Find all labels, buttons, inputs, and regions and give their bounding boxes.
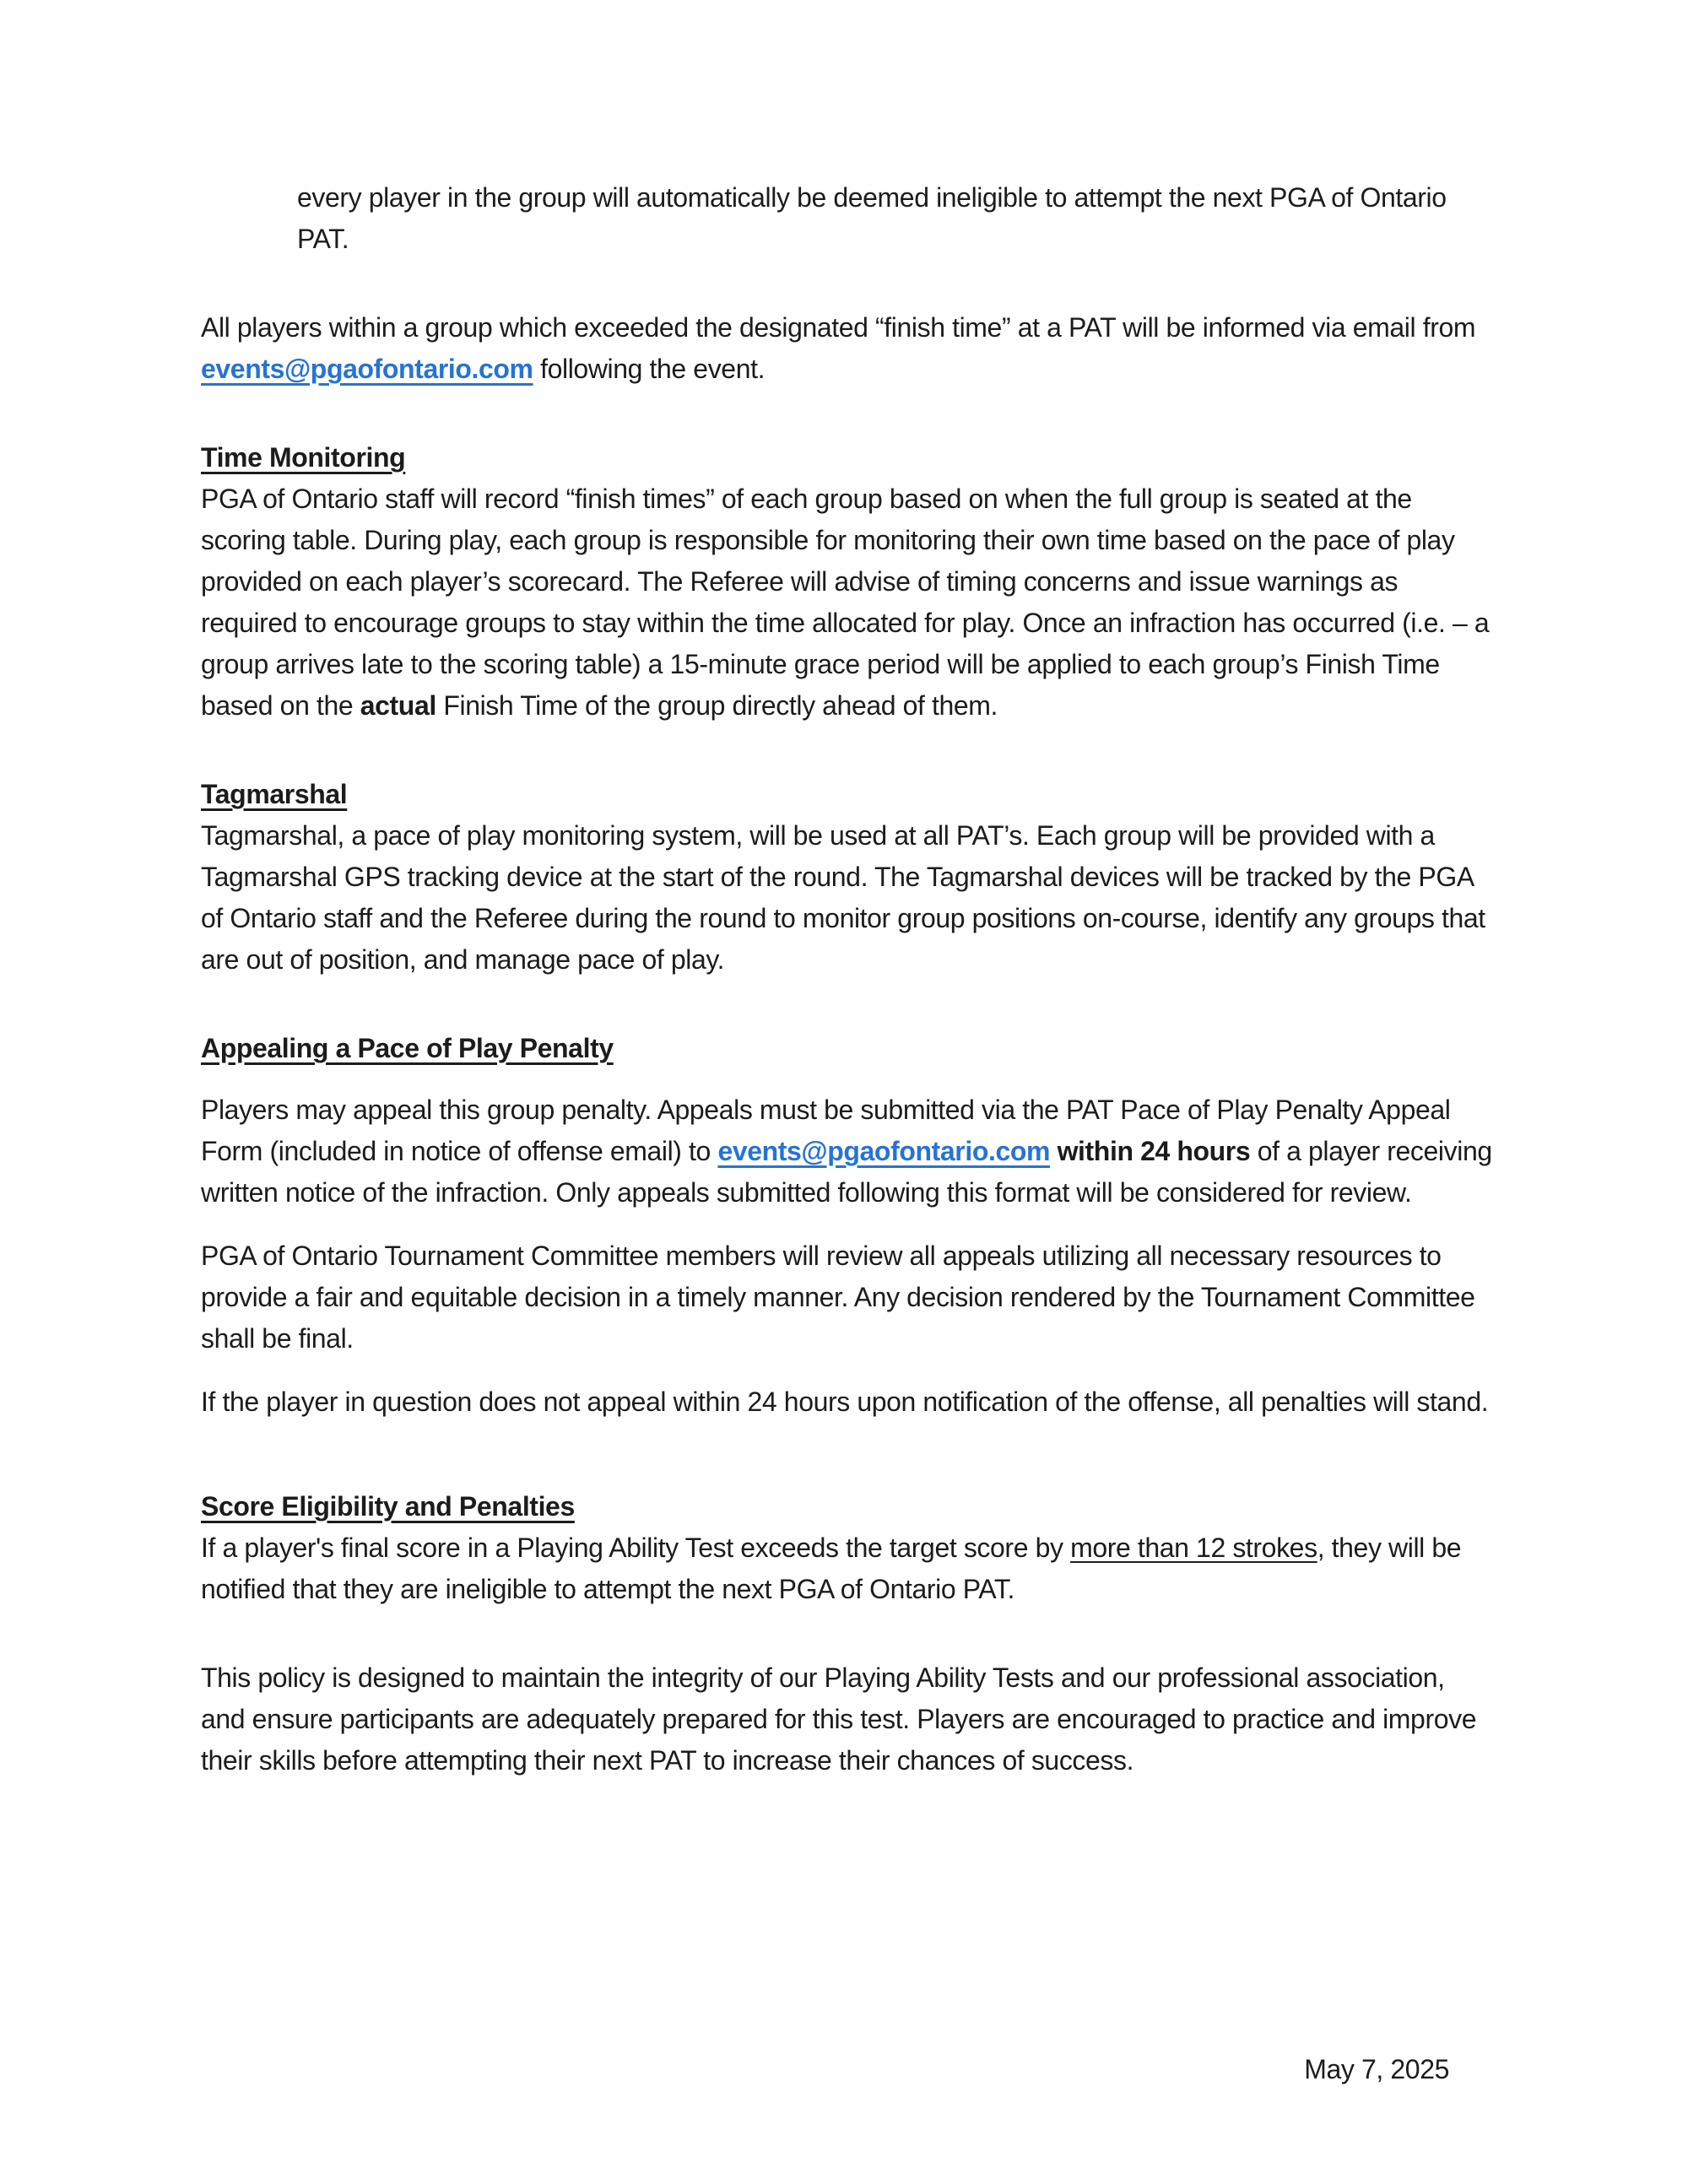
paragraph bbox=[201, 1657, 1492, 1781]
body-text: , they will be notified that they are ineligible to attempt the next PGA of Ontario PAT. bbox=[201, 1533, 1462, 1604]
paragraph bbox=[201, 177, 1492, 260]
paragraph bbox=[201, 1089, 1492, 1214]
blank-line bbox=[201, 1632, 1492, 1657]
body-text: Players may appeal this group penalty. Appeals must be submitted via the PAT Pace of Play Penalty Appeal Form (included in notice of offense email) to bbox=[201, 1095, 1451, 1166]
section-heading: Time Monitoring bbox=[201, 442, 406, 473]
blank-line bbox=[201, 749, 1492, 774]
footer-date: May 7, 2025 bbox=[1304, 2054, 1449, 2084]
body-text: All players within a group which exceeded the designated “finish time” at a PAT will be informed via email from bbox=[201, 312, 1476, 343]
underlined-text: more than 12 strokes bbox=[1070, 1533, 1317, 1563]
body-text: Finish Time of the group directly ahead of them. bbox=[436, 690, 998, 721]
blank-line bbox=[201, 282, 1492, 307]
body-text: PGA of Ontario staff will record “finish times” of each group based on when the full group is seated at the scoring table. During play, each group is responsible for monitoring their own time based on the pace of play provided on each player’s scorecard. The Referee will advise of timing concerns and issue warnings as required to encourage groups to stay within the time allocated for play. Once an infraction has occurred (i.e. – a group arrives late to the scoring table) a 15-minute grace period will be applied to each group’s Finish Time based on the bbox=[201, 484, 1490, 721]
body-text: Tagmarshal, a pace of play monitoring system, will be used at all PAT’s. Each group will be provided with a Tagmarshal GPS tracking device at the start of the round. The Tagmarshal devices will be tracked by the PGA of Ontario staff and the Referee during the round to monitor group positions on-course, identify any groups that are out of position, and manage pace of play. bbox=[201, 820, 1485, 975]
paragraph bbox=[201, 307, 1492, 390]
body-text: This policy is designed to maintain the integrity of our Playing Ability Tests and our professional association, and ensure participants are adequately prepared for this test. Players are encouraged to practice and improve their skills before attempting their next PAT to increase their chances of success. bbox=[201, 1662, 1477, 1776]
body-text bbox=[1050, 1136, 1058, 1166]
body-text: of a player receiving written notice of the infraction. Only appeals submitted following this format will be considered for review. bbox=[201, 1136, 1492, 1208]
body-text: If the player in question does not appeal within 24 hours upon notification of the offense, all penalties will stand. bbox=[201, 1387, 1489, 1417]
paragraph bbox=[201, 1381, 1492, 1423]
blank-line bbox=[201, 412, 1492, 437]
blank-line bbox=[201, 1069, 1492, 1089]
paragraph bbox=[201, 815, 1492, 981]
email-link[interactable]: events@pgaofontario.com bbox=[717, 1136, 1051, 1166]
body-text: PGA of Ontario Tournament Committee members will review all appeals utilizing all necessary resources to provide a fair and equitable decision in a timely manner. Any decision rendered by the Tournament Committee shall be final. bbox=[201, 1241, 1475, 1354]
section-heading: Score Eligibility and Penalties bbox=[201, 1491, 575, 1522]
blank-line bbox=[201, 1445, 1492, 1486]
section-heading: Tagmarshal bbox=[201, 779, 348, 809]
body-text: If a player's final score in a Playing Ability Test exceeds the target score by bbox=[201, 1533, 1071, 1563]
blank-line bbox=[201, 1003, 1492, 1028]
paragraph bbox=[201, 1235, 1492, 1360]
document-body bbox=[201, 177, 1492, 1803]
paragraph bbox=[201, 478, 1492, 727]
bold-text: within 24 hours bbox=[1057, 1136, 1251, 1166]
paragraph bbox=[201, 1527, 1492, 1610]
body-text: every player in the group will automatically be deemed ineligible to attempt the next PGA of Ontario PAT. bbox=[297, 182, 1447, 254]
bold-text: actual bbox=[360, 690, 436, 721]
email-link[interactable]: events@pgaofontario.com bbox=[201, 354, 533, 384]
body-text: following the event. bbox=[533, 354, 766, 384]
section-heading: Appealing a Pace of Play Penalty bbox=[201, 1033, 614, 1063]
